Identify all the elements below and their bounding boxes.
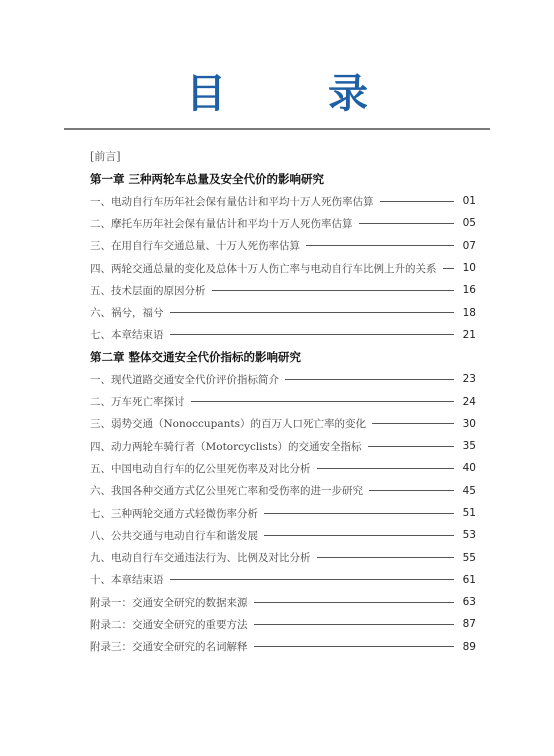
toc-page-number: 40 [462, 462, 476, 475]
leader-line [317, 468, 455, 469]
leader-line [254, 602, 455, 603]
toc-entry[interactable] [90, 569, 476, 591]
leader-line [170, 334, 455, 335]
toc-entry[interactable] [90, 279, 476, 301]
leader-line [285, 379, 454, 380]
toc-entry-label: 八、公共交通与电动自行车和谐发展 [90, 529, 258, 542]
toc-entry[interactable] [90, 480, 476, 502]
toc-page-number: 30 [462, 417, 476, 430]
toc-entry-label: 五、技术层面的原因分析 [90, 284, 206, 297]
toc-page-number: 51 [462, 507, 476, 519]
toc-page-number: 63 [462, 596, 476, 609]
leader-line [380, 201, 455, 202]
toc-entry-label: 附录一：交通安全研究的数据来源 [90, 596, 248, 609]
toc-page-number: 53 [462, 529, 476, 542]
leader-line [368, 446, 454, 447]
toc-entry-label: 二、摩托车历年社会保有量估计和平均十万人死伤率估算 [90, 217, 353, 230]
page-title: 目 录 [186, 70, 412, 117]
chapter-heading[interactable]: 第一章 三种两轮车总量及安全代价的影响研究 [90, 172, 325, 186]
toc-entry[interactable] [90, 324, 476, 346]
toc-entry-label: 七、三种两轮交通方式轻微伤率分析 [90, 507, 258, 520]
toc-entry-label: 九、电动自行车交通违法行为、比例及对比分析 [90, 552, 311, 565]
leader-line [369, 490, 454, 491]
leader-line [254, 646, 455, 647]
leader-line [264, 513, 454, 514]
leader-line [359, 223, 455, 224]
toc-entry[interactable] [90, 212, 476, 234]
toc-page-number: 01 [462, 195, 476, 208]
leader-line [306, 245, 454, 246]
chapter-list [90, 168, 476, 658]
leader-line [170, 312, 455, 313]
toc-entry-label: 六、我国各种交通方式亿公里死亡率和受伤率的进一步研究 [90, 485, 363, 498]
toc-page-number: 23 [462, 373, 476, 386]
toc-page-number: 35 [462, 440, 476, 453]
leader-line [170, 579, 455, 580]
toc-entry-label: 三、在用自行车交通总量、十万人死伤率估算 [90, 240, 300, 253]
toc-page-number: 21 [462, 328, 476, 341]
toc-entry-label: 七、本章结束语 [90, 329, 164, 342]
toc-page-number: 05 [462, 217, 476, 230]
toc-page-number: 18 [462, 306, 476, 319]
leader-line [443, 268, 455, 269]
toc-entry-label: 四、两轮交通总量的变化及总体十万人伤亡率与电动自行车比例上升的关系 [90, 262, 437, 275]
toc-page-number: 61 [462, 573, 476, 586]
leader-line [254, 624, 455, 625]
toc-entry-label: 附录三：交通安全研究的名词解释 [90, 641, 248, 654]
toc-page-number: 45 [462, 484, 476, 497]
toc-entry[interactable] [90, 546, 476, 568]
toc-page-number: 24 [462, 395, 476, 408]
toc-entry[interactable] [90, 591, 476, 613]
leader-line [317, 557, 455, 558]
toc-page-number: 16 [462, 284, 476, 297]
toc-entry[interactable] [90, 524, 476, 546]
toc-entry[interactable] [90, 613, 476, 635]
toc-entry[interactable] [90, 368, 476, 390]
leader-line [212, 290, 455, 291]
table-of-contents [90, 146, 476, 658]
toc-page-number: 89 [462, 640, 476, 653]
toc-entry-label: 六、祸兮，福兮 [90, 307, 164, 320]
preface-link[interactable]: [前言] [90, 150, 121, 163]
toc-entry[interactable] [90, 235, 476, 257]
title-divider [64, 128, 490, 130]
toc-page-number: 07 [462, 239, 476, 252]
toc-entry-label: 一、现代道路交通安全代价评价指标简介 [90, 373, 279, 386]
toc-entry[interactable] [90, 413, 476, 435]
leader-line [372, 423, 454, 424]
toc-entry[interactable] [90, 257, 476, 279]
toc-entry-label: 四、动力两轮车骑行者（Motorcyclists）的交通安全指标 [90, 440, 362, 453]
toc-page-number: 10 [462, 262, 476, 275]
toc-entry[interactable] [90, 301, 476, 323]
toc-entry[interactable] [90, 636, 476, 658]
toc-entry-label: 二、万车死亡率探讨 [90, 396, 185, 409]
toc-page-number: 55 [462, 551, 476, 564]
chapter-heading[interactable]: 第二章 整体交通安全代价指标的影响研究 [90, 350, 302, 365]
leader-line [191, 401, 455, 402]
toc-entry-label: 附录二：交通安全研究的重要方法 [90, 618, 248, 631]
leader-line [264, 535, 454, 536]
toc-entry[interactable] [90, 390, 476, 412]
toc-entry[interactable] [90, 435, 476, 457]
toc-entry[interactable] [90, 190, 476, 212]
toc-entry-label: 十、本章结束语 [90, 574, 164, 587]
toc-entry-label: 五、中国电动自行车的亿公里死伤率及对比分析 [90, 462, 311, 475]
toc-entry[interactable] [90, 457, 476, 479]
toc-page-number: 87 [462, 618, 476, 631]
toc-entry-label: 一、电动自行车历年社会保有量估计和平均十万人死伤率估算 [90, 195, 374, 208]
toc-entry-label: 三、弱势交通（Nonoccupants）的百万人口死亡率的变化 [90, 418, 366, 431]
toc-entry[interactable] [90, 502, 476, 524]
